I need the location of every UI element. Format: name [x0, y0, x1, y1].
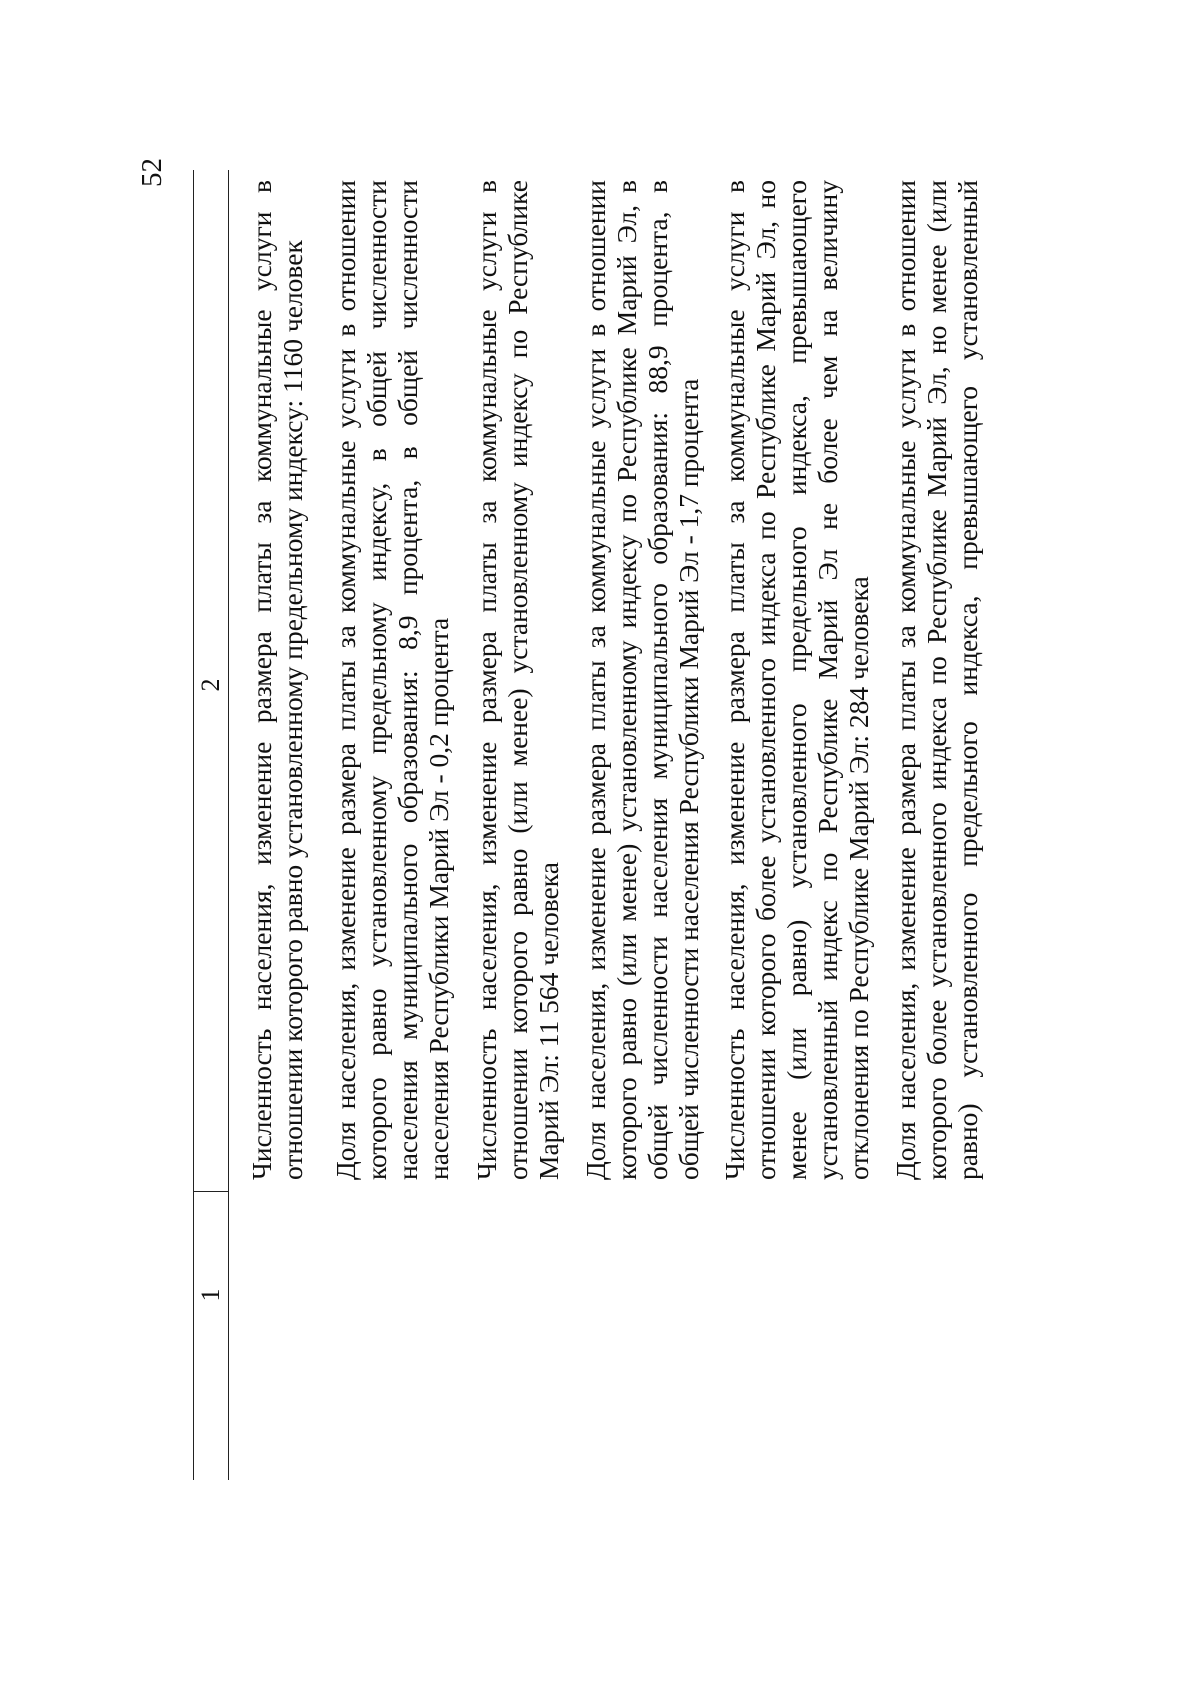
- column-header-2: 2: [196, 678, 225, 692]
- page-number: 52: [136, 158, 168, 187]
- table-row-6-text: Доля населения, изменение размера платы за коммунальные услуги в отношении которого более установленного индекса по Республике Марий Эл, но менее (или равно) установленного предельного индекса, превышающего установленный: [890, 180, 983, 1180]
- table-row-5-text: Численность населения, изменение размера платы за коммунальные услуги в отношении которого более установленного индекса по Республике Марий Эл, но менее (или равно) установленного предельного индекса, превышающего установленный индекс по Республике Марий Эл не более чем на величину отклонения по Республике Марий Эл: 284 человека: [719, 180, 874, 1180]
- column-header-1: 1: [196, 1288, 225, 1302]
- table-row-4-text: Доля населения, изменение размера платы за коммунальные услуги в отношении которого равно (или менее) установленному индексу по Республике Марий Эл, в общей численности населения муниципального образования: 88,9 процента, в общей численности населения Республики Марий Эл - 1,7 процента: [580, 180, 704, 1180]
- table-row-2-text: Доля населения, изменение размера платы за коммунальные услуги в отношении которого равно установленному предельному индексу, в общей численности населения муниципального образования: 8,9 процента, в общей численности населения Республики Марий Эл - 0,2 процента: [330, 180, 454, 1180]
- table-header-bottom-border: [228, 170, 229, 1480]
- table-top-border: [193, 170, 194, 1480]
- table-column-divider: [193, 1191, 228, 1192]
- table-row-3-text: Численность населения, изменение размера платы за коммунальные услуги в отношении которого равно (или менее) установленному индексу по Республике Марий Эл: 11 564 человека: [471, 180, 564, 1180]
- table-row-1-text: Численность населения, изменение размера платы за коммунальные услуги в отношении которого равно установленному предельному индексу: 1160 человек: [246, 180, 308, 1180]
